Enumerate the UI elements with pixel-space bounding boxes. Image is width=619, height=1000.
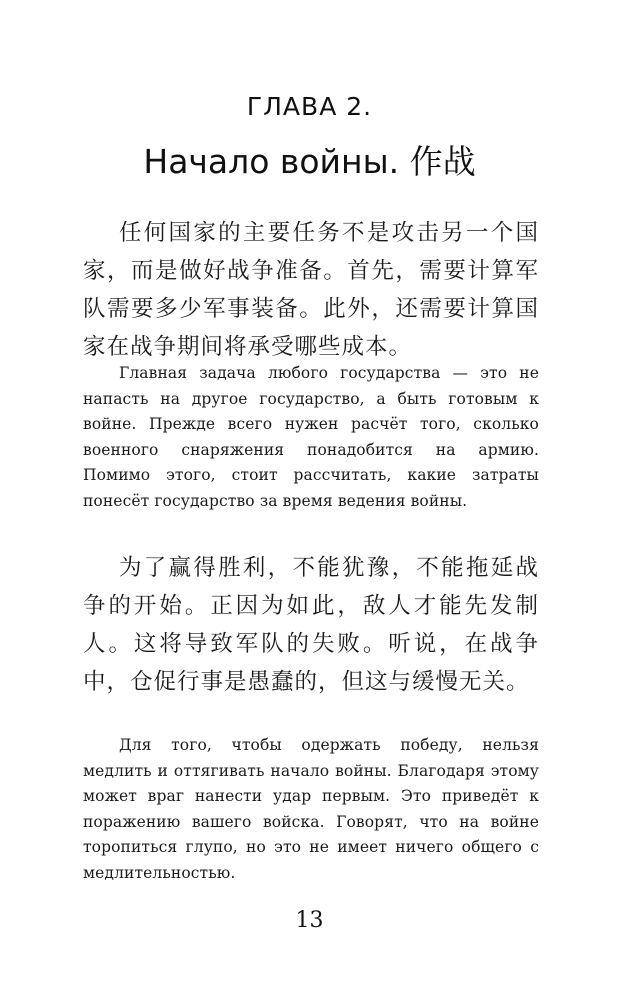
chapter-label: ГЛАВА 2. xyxy=(246,92,373,121)
paragraph-russian-2: Для того, чтобы одержать победу, нельзя медлить и оттягивать начало войны. Благодаря этому может враг нанести удар первым. Это приведёт к поражению вашего войска. Говорят, что на войне торопиться глупо, но это не имеет ничего общего с медлительностью. xyxy=(83,736,539,882)
paragraph-russian-1: Главная задача любого государства — это не напасть на другое государство, а быть готовым к войне. Прежде всего нужен расчёт того, сколько военного снаряжения понадобится на армию. Помимо этого, стоит рассчитать, какие затраты понесёт государство за время ведения войны. xyxy=(83,364,539,510)
paragraph-chinese-2: 为了赢得胜利，不能犹豫，不能拖延战争的开始。正因为如此，敌人才能先发制人。这将导致军队的失败。听说，在战争中，仓促行事是愚蠢的，但这与缓慢无关。 xyxy=(83,555,539,695)
page-number: 13 xyxy=(295,908,324,933)
paragraph-chinese-1: 任何国家的主要任务不是攻击另一个国家，而是做好战争准备。首先，需要计算军队需要多少军事装备。此外，还需要计算国家在战争期间将承受哪些成本。 xyxy=(83,220,539,360)
chapter-title: Начало войны. 作战 xyxy=(143,142,476,181)
